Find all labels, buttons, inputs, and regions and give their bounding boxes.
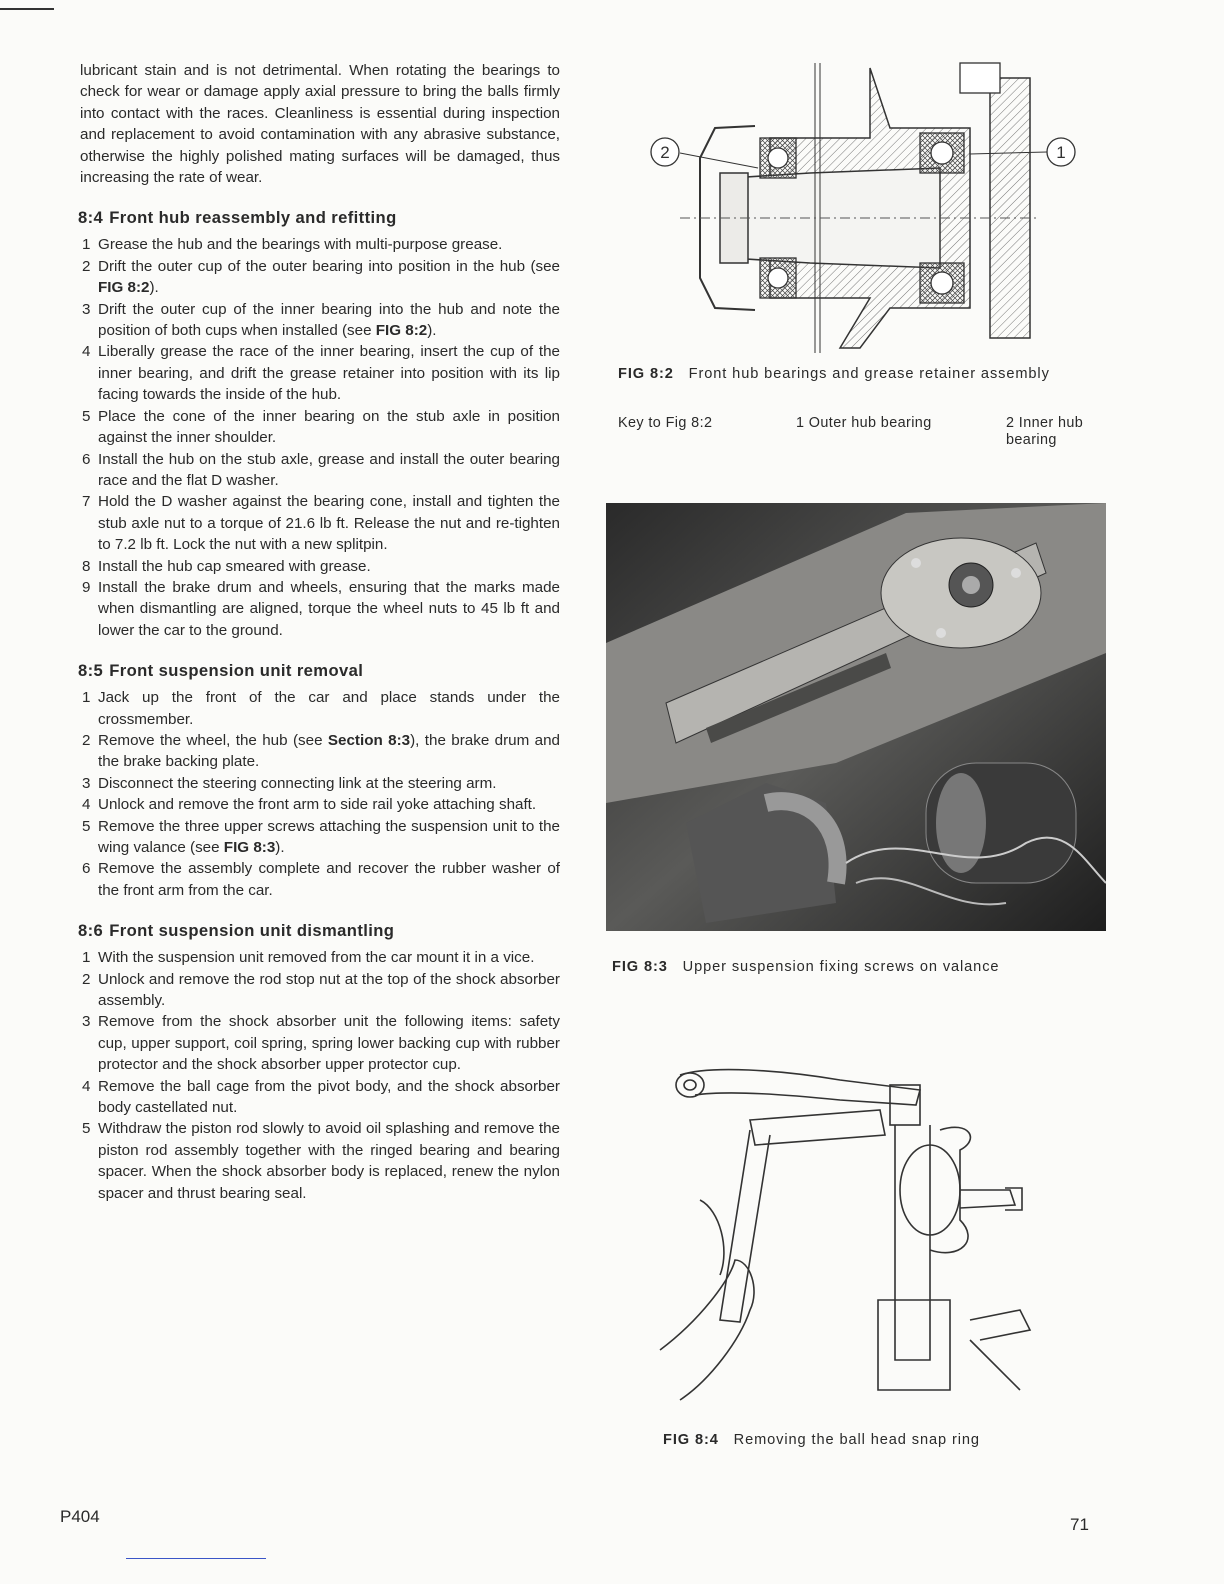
fig-8-4-caption (663, 1431, 980, 1449)
step-number: 3 (82, 300, 91, 318)
cross-reference: FIG 8:3 (223, 839, 276, 856)
step-item (64, 406, 560, 449)
step-text-after: ). (427, 322, 437, 340)
step-item (64, 947, 560, 968)
section-heading (78, 921, 560, 941)
step-item (64, 773, 560, 794)
callout-1-label: 1 (1056, 143, 1066, 162)
shock-absorber-body (878, 1300, 950, 1390)
step-item (64, 577, 560, 641)
fig-8-4-drawing (640, 1060, 1040, 1420)
bearing-ball (768, 148, 788, 168)
fig-8-3-caption-text: Upper suspension fixing screws on valance (682, 959, 1000, 975)
step-number: 4 (82, 796, 91, 814)
step-text: Remove the ball cage from the pivot body, and the shock absorber body castellated nut. (98, 1077, 560, 1117)
step-number: 4 (82, 1077, 91, 1095)
step-text-after: ). (275, 839, 285, 856)
step-text-after: ), the brake drum and the brake backing plate. (98, 731, 560, 771)
hand (660, 1260, 754, 1400)
step-number: 1 (82, 949, 91, 967)
step-text: Remove the three upper screws attaching the suspension unit to the wing valance (see (98, 817, 560, 856)
step-text: Liberally grease the race of the inner bearing, insert the cup of the inner bearing, and drift the grease retainer into position with its lip facing towards the inside of the hub. (98, 343, 560, 404)
section-heading (78, 208, 560, 228)
step-text-after: ). (149, 279, 159, 297)
step-text: Remove the wheel, the hub (see (98, 731, 328, 749)
section-number: 8:5 (78, 661, 104, 681)
fig-8-2-label: FIG 8:2 (618, 366, 674, 382)
cross-reference: FIG 8:2 (375, 322, 428, 340)
screwdriver-blade (750, 1110, 885, 1145)
step-list (64, 234, 560, 641)
step-text: Disconnect the steering connecting link at the steering arm. (98, 774, 497, 792)
step-number: 6 (82, 860, 91, 878)
step-text: Drift the outer cup of the outer bearing into position in the hub (see (98, 257, 560, 275)
bearing-ball (931, 142, 953, 164)
fig-8-2-key-label: Key to Fig 8:2 (618, 415, 713, 431)
wheel-bolt (960, 63, 1000, 93)
step-item (64, 858, 560, 901)
step-item (64, 794, 560, 815)
step-item (64, 449, 560, 492)
step-item (64, 730, 560, 773)
step-text: Grease the hub and the bearings with multi-purpose grease. (98, 236, 503, 254)
step-item (64, 556, 560, 577)
step-text: Withdraw the piston rod slowly to avoid oil splashing and remove the piston rod assembly together with the ringed bearing and bearing spacer. When the shock absorber body is replaced, renew the nylon spacer and thrust bearing seal. (98, 1120, 560, 1202)
step-item (64, 256, 560, 299)
step-number: 2 (82, 731, 91, 749)
shock-absorber-tube (895, 1125, 930, 1360)
step-list (64, 947, 560, 1204)
step-number: 2 (82, 257, 91, 275)
step-item (64, 341, 560, 405)
arm-bush-inner (684, 1080, 696, 1090)
step-text: Unlock and remove the front arm to side rail yoke attaching shaft. (98, 796, 537, 814)
step-item (64, 234, 560, 255)
fixing-screw (936, 628, 946, 638)
step-text: Remove from the shock absorber unit the following items: safety cup, upper support, coil spring, spring lower backing cup with rubber protector and the shock absorber upper protector cup. (98, 1013, 560, 1074)
left-column (64, 60, 560, 1204)
fig-8-2-hub-bearing-diagram (640, 58, 1090, 358)
finger (700, 1200, 724, 1275)
step-text: Unlock and remove the rod stop nut at the top of the shock absorber assembly. (98, 970, 560, 1010)
step-text: Hold the D washer against the bearing cone, install and tighten the stub axle nut to a torque of 21.6 lb ft. Release the nut and re-tighten to 7.2 lb ft. Lock the nut with a new splitpin. (98, 493, 560, 554)
hammer-handle (720, 1130, 770, 1322)
step-text: Install the brake drum and wheels, ensuring that the marks made when dismantling are aligned, torque the wheel nuts to 45 lb ft and lower the car to the ground. (98, 578, 560, 639)
step-number: 1 (82, 236, 91, 254)
fig-8-3-caption (612, 958, 999, 976)
bearing-ball (931, 272, 953, 294)
step-number: 9 (82, 578, 91, 596)
bottom-rule (126, 1558, 266, 1559)
step-item (64, 491, 560, 555)
vice-jaw (970, 1310, 1030, 1340)
suspension-arm (680, 1070, 920, 1105)
callout-2-label: 2 (660, 143, 670, 162)
fig-8-4-label: FIG 8:4 (663, 1432, 719, 1448)
fig-8-2-key-2: 2 Inner hub bearing (1006, 415, 1084, 448)
step-item (64, 1011, 560, 1075)
step-number: 2 (82, 970, 91, 988)
step-list (64, 687, 560, 901)
step-text: With the suspension unit removed from the car mount it in a vice. (98, 949, 535, 967)
step-number: 4 (82, 343, 91, 361)
intro-paragraph: lubricant stain and is not detrimental. When rotating the bearings to check for wear or damage apply axial pressure to bring the balls firmly into contact with the races. Cleanliness is essential during inspection and replacement to avoid contamination with any abrasive substance, otherwise the highly polished mating surfaces will be damaged, thus increasing the rate of wear. (80, 62, 560, 187)
fig-8-2-caption (618, 365, 1100, 383)
arm-bush (676, 1073, 704, 1097)
step-number: 3 (82, 1013, 91, 1031)
step-text: Place the cone of the inner bearing on the stub axle in position against the inner shoulder. (98, 407, 560, 447)
fig-8-3-photo (606, 503, 1106, 931)
section-number: 8:6 (78, 921, 104, 941)
callout-2-leader (680, 153, 758, 168)
step-text: Install the hub on the stub axle, grease and install the outer bearing race and the flat D washer. (98, 450, 560, 489)
page-number: 71 (1070, 1515, 1089, 1534)
step-item (64, 1118, 560, 1204)
bearing-ball (768, 268, 788, 288)
fig-8-4-caption-text: Removing the ball head snap ring (733, 1432, 980, 1448)
step-text: Drift the outer cup of the inner bearing into the hub and note the position of both cups when installed (see (98, 300, 560, 340)
step-item (64, 1076, 560, 1119)
top-mount-nut (962, 576, 980, 594)
step-number: 7 (82, 493, 91, 511)
brake-drum-flange (990, 78, 1030, 338)
fig-8-2-caption-text: Front hub bearings and grease retainer assembly (688, 366, 1050, 382)
fig-8-3-label: FIG 8:3 (612, 959, 668, 975)
step-number: 6 (82, 450, 91, 468)
cross-reference: FIG 8:2 (98, 279, 150, 297)
step-number: 8 (82, 557, 91, 575)
step-number: 5 (82, 407, 91, 425)
step-text: Remove the assembly complete and recover the rubber washer of the front arm from the car. (98, 860, 560, 899)
section-title: Front suspension unit dismantling (109, 921, 395, 941)
step-number: 5 (82, 817, 91, 835)
step-number: 5 (82, 1120, 91, 1138)
step-number: 3 (82, 774, 91, 792)
step-text: Install the hub cap smeared with grease. (98, 557, 371, 575)
step-item (64, 687, 560, 730)
vice-jaw-edge (970, 1340, 1020, 1390)
sections (64, 208, 560, 1204)
section-heading (78, 661, 560, 681)
fixing-screw (911, 558, 921, 568)
fixing-screw (1011, 568, 1021, 578)
cross-reference: Section 8:3 (327, 731, 411, 749)
step-item (64, 816, 560, 859)
fig-8-2-key-1: 1 Outer hub bearing (796, 415, 932, 431)
step-item (64, 969, 560, 1012)
footer-model-code: P404 (60, 1507, 100, 1526)
section-number: 8:4 (78, 208, 104, 228)
step-item (64, 299, 560, 342)
top-rule (0, 8, 54, 10)
step-number: 1 (82, 689, 91, 707)
section-title: Front hub reassembly and refitting (109, 208, 397, 228)
step-text: Jack up the front of the car and place stands under the crossmember. (98, 689, 560, 728)
stub-axle (960, 1190, 1015, 1208)
section-title: Front suspension unit removal (109, 661, 364, 681)
